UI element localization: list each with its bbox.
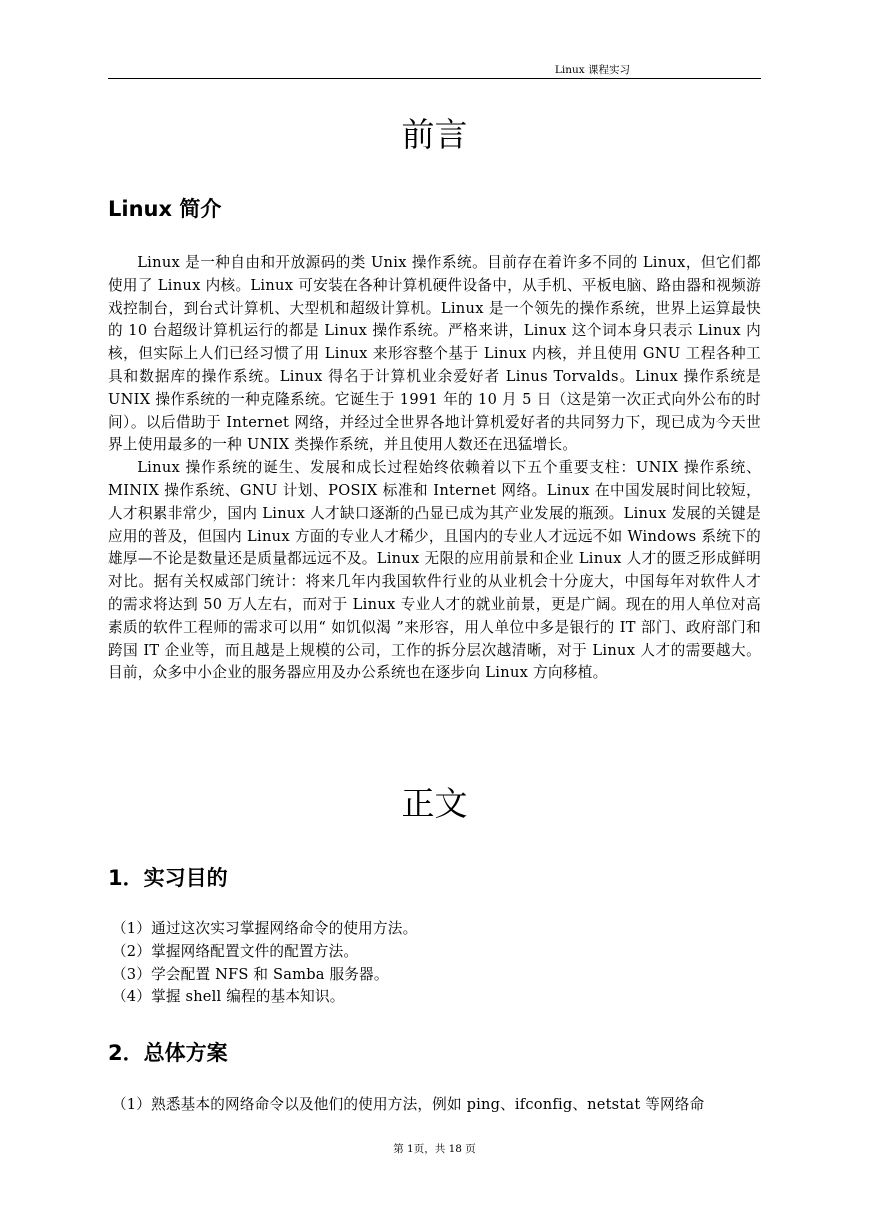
list-item: （3）学会配置 NFS 和 Samba 服务器。 — [112, 965, 389, 983]
page-header-text: Linux 课程实习 — [554, 64, 630, 76]
main-title: 正文 — [401, 784, 468, 823]
preface-title: 前言 — [401, 115, 468, 154]
section-heading-purpose: 1．实习目的 — [108, 866, 228, 890]
plan-list — [112, 1094, 762, 1117]
page-footer: 第 1页，共 18 页 — [393, 1143, 476, 1155]
header-divider — [108, 78, 761, 79]
purpose-list — [112, 918, 762, 1009]
intro-paragraph-1: Linux 是一种自由和开放源码的类 Unix 操作系统。目前存在着许多不同的 Linux，但它们都使用了 Linux 内核。Linux 可安装在各种计算机硬件设备中，从手机、平板电脑、路由器和视频游戏控制台，到台式计算机、大型机和超级计算机。Linux 是一个领先的操作系统，世界上运算最快的 10 台超级计算机运行的都是 Linux 操作系统。严格来讲，Linux 这个词本身只表示 Linux 内核，但实际上人们已经习惯了用 Linux 来形容整个基于 Linux 内核，并且使用 GNU 工程各种工具和数据库的操作系统。Linux 得名于计算机业余爱好者 Linus Torvalds。Linux 操作系统是 UNIX 操作系统的一种克隆系统。它诞生于 1991 年的 10 月 5 日（这是第一次正式向外公布的时间）。以后借助于 Internet 网络，并经过全世界各地计算机爱好者的共同努力下，现已成为今天世界上使用最多的一种 UNIX 类操作系统，并且使用人数还在迅猛增长。 — [108, 254, 761, 454]
list-item: （1）通过这次实习掌握网络命令的使用方法。 — [112, 920, 418, 937]
intro-paragraph-2: Linux 操作系统的诞生、发展和成长过程始终依赖着以下五个重要支柱：UNIX 操作系统、MINIX 操作系统、GNU 计划、POSIX 标准和 Internet 网络。Linux 在中国发展时间比较短，人才积累非常少，国内 Linux 人才缺口逐渐的凸显已成为其产业发展的瓶颈。Linux 发展的关键是应用的普及，但国内 Linux 方面的专业人才稀少，且国内的专业人才远远不如 Windows 系统下的雄厚—不论是数量还是质量都远远不及。Linux 无限的应用前景和企业 Linux 人才的匮乏形成鲜明对比。据有关权威部门统计：将来几年内我国软件行业的从业机会十分庞大，中国每年对软件人才的需求将达到 50 万人左右，而对于 Linux 专业人才的就业前景，更是广阔。现在的用人单位对高素质的软件工程师的需求可以用“ 如饥似渴 ”来形容，用人单位中多是银行的 IT 部门、政府部门和跨国 IT 企业等，而且越是上规模的公司，工作的拆分层次越清晰，对于 Linux 人才的需要越大。目前，众多中小企业的服务器应用及办公系统也在逐步向 Linux 方向移植。 — [108, 459, 761, 682]
section-heading-plan: 2．总体方案 — [108, 1041, 228, 1065]
list-item: （1）熟悉基本的网络命令以及他们的使用方法，例如 ping、ifconfig、netstat 等网络命 — [112, 1096, 705, 1113]
intro-body — [108, 252, 761, 685]
list-item: （2）掌握网络配置文件的配置方法。 — [112, 942, 359, 960]
list-item: （4）掌握 shell 编程的基本知识。 — [112, 988, 345, 1006]
intro-heading: Linux 简介 — [108, 197, 222, 221]
